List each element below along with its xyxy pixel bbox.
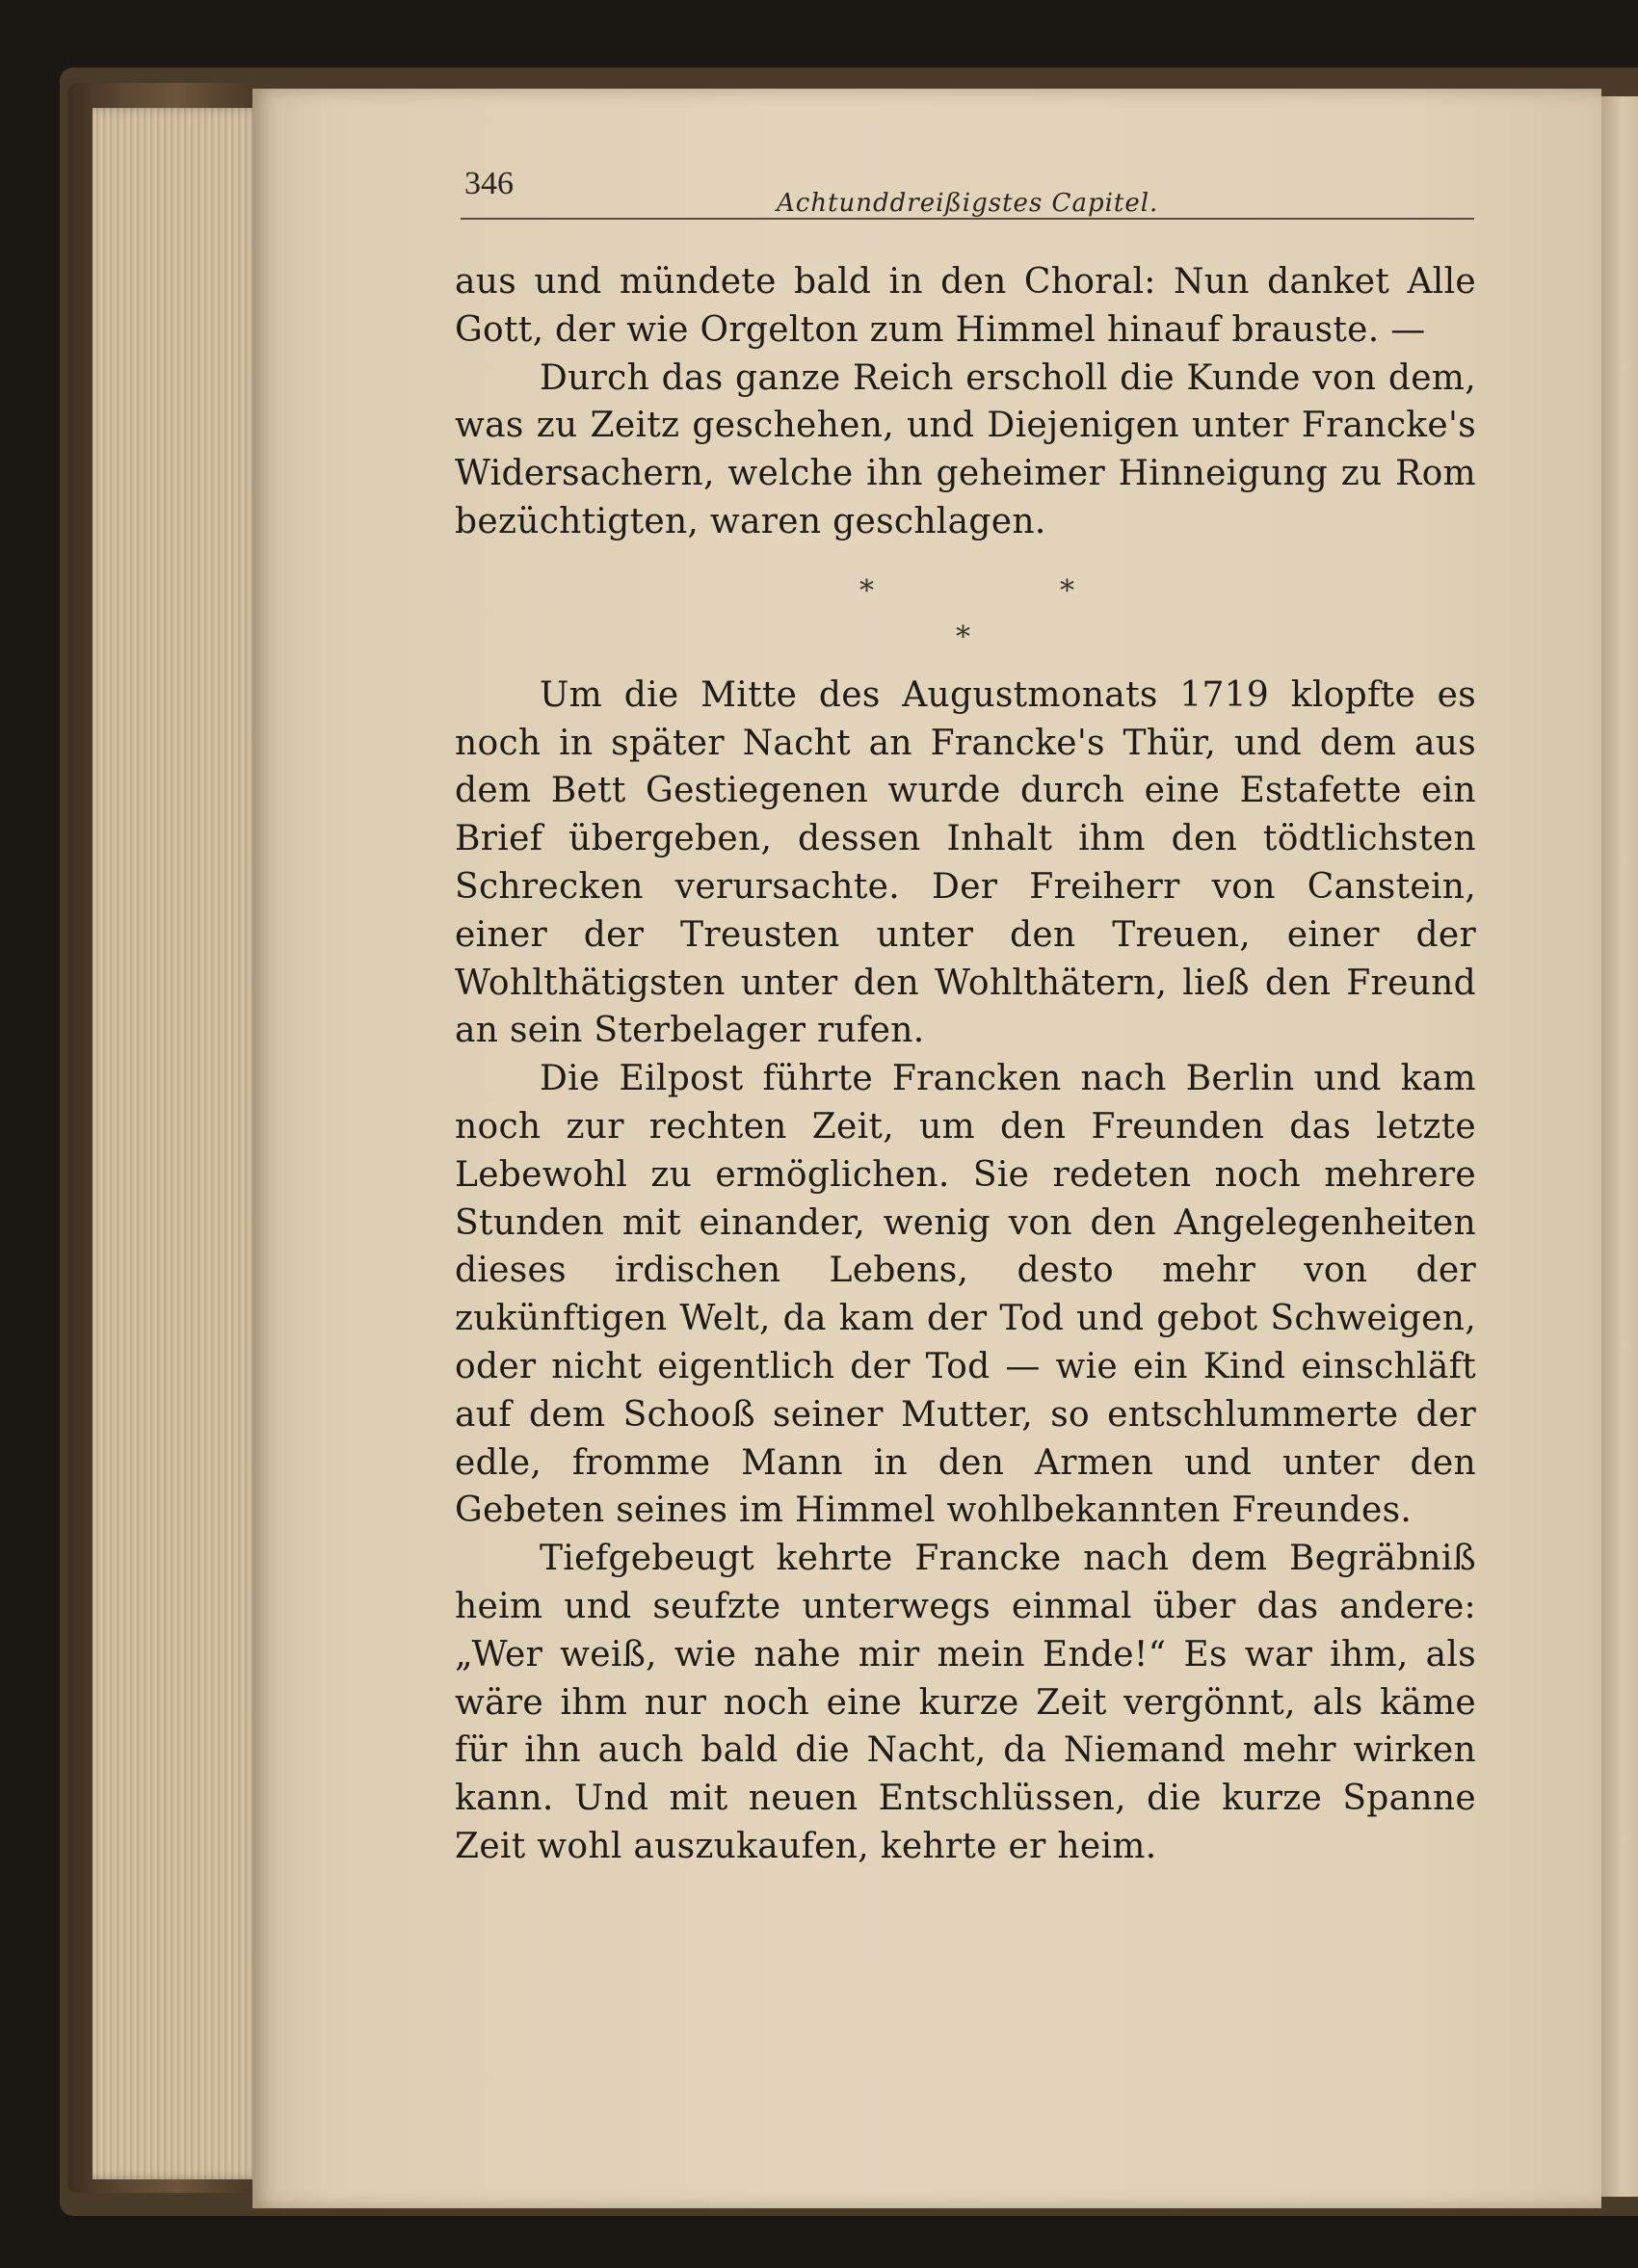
asterisk-mark: *: [859, 573, 875, 608]
paragraph: Durch das ganze Reich erscholl die Kunde von dem, was zu Zeitz geschehen, und Diejenigen unter Francke's Widersachern, welche ihn geheimer Hinneigung zu Rom bezüchtigten, waren geschlagen.: [455, 357, 1476, 541]
page-stack: [92, 108, 261, 2179]
paragraph: Um die Mitte des Augustmonats 1719 klopfte es noch in später Nacht an Francke's Thür, und dem aus dem Bett Gestiegenen wurde durch eine Estafette ein Brief übergeben, dessen Inhalt ihm den tödtlichsten Schrecken verursachte. Der Freiherr von Canstein, einer der Treusten unter den Treuen, einer der Wohlthätigsten unter den Wohlthätern, ließ den Freund an sein Sterbelager rufen.: [455, 674, 1476, 1051]
asterisk-mark: *: [1060, 573, 1075, 608]
paragraph-continuation: aus und mündete bald in den Choral: Nun danket Alle Gott, der wie Orgelton zum Himmel hinauf brauste. —: [455, 262, 1476, 350]
paragraph: Die Eilpost führte Francken nach Berlin und kam noch zur rechten Zeit, um den Freunden das letzte Lebewohl zu ermöglichen. Sie redeten noch mehrere Stunden mit einander, wenig von den Angelegenheiten dieses irdischen Lebens, desto mehr von der zukünftigen Welt, da kam der Tod und gebot Schweigen, oder nicht eigentlich der Tod — wie ein Kind einschläft auf dem Schooß seiner Mutter, so entschlummerte der edle, fromme Mann in den Armen und unter den Gebeten seines im Himmel wohlbekannten Freundes.: [455, 1059, 1476, 1531]
asterisk-mark: *: [956, 620, 971, 654]
paragraph: Tiefgebeugt kehrte Francke nach dem Begräbniß heim und seufzte unterwegs einmal über das andere: „Wer weiß, wie nahe mir mein Ende!“ Es war ihm, als wäre ihm nur noch eine kurze Zeit vergönnt, als käme für ihn auch bald die Nacht, da Niemand mehr wirken kann. Und mit neuen Entschlüssen, die kurze Spanne Zeit wohl auszukaufen, kehrte er heim.: [455, 1539, 1476, 1866]
running-head: Achtunddreißigstes Capitel.: [777, 189, 1159, 218]
header-rule: [461, 218, 1474, 220]
page-number: 346: [464, 166, 514, 201]
facing-page-edge: [1601, 96, 1638, 2197]
section-separator: [455, 546, 1476, 672]
page-body: [455, 258, 1476, 1871]
